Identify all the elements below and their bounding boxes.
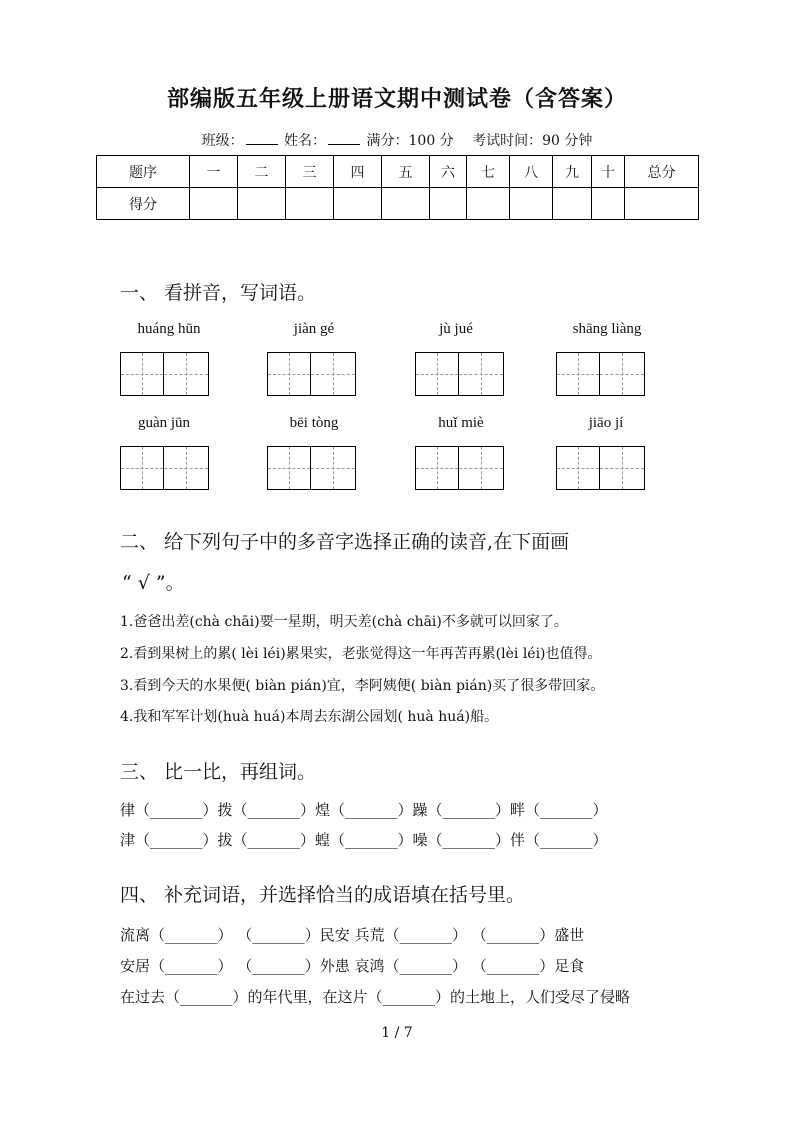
score-cell[interactable] [190, 188, 238, 220]
writing-cell[interactable] [267, 352, 311, 396]
section-2-heading: 二、 给下列句子中的多音字选择正确的读音,在下面画 [120, 531, 570, 553]
section-2-heading-cont: “ √ ”。 [122, 572, 185, 594]
score-cell[interactable] [510, 188, 553, 220]
writing-cell[interactable] [459, 352, 504, 396]
score-header-cell: 八 [510, 156, 553, 188]
score-cell[interactable] [286, 188, 334, 220]
writing-cell[interactable] [556, 446, 600, 490]
writing-box-pair[interactable] [556, 352, 645, 396]
score-header-cell: 三 [286, 156, 334, 188]
score-table-header-row [97, 156, 699, 188]
score-header-cell: 四 [334, 156, 382, 188]
score-cell[interactable] [382, 188, 430, 220]
question-line: 4.我和军军计划(huà huá)本周去东湖公园划( huà huá)船。 [120, 709, 499, 725]
score-cell[interactable] [467, 188, 510, 220]
pinyin-label: guàn jūn [137, 415, 191, 431]
score-cell[interactable] [334, 188, 382, 220]
pinyin-label: huǐ miè [438, 415, 484, 431]
score-header-cell: 一 [190, 156, 238, 188]
writing-cell[interactable] [600, 446, 645, 490]
name-label: 姓名： [284, 133, 327, 149]
score-row-label: 得分 [97, 188, 190, 220]
pinyin-label: jiāo jí [588, 415, 624, 431]
writing-cell[interactable] [120, 352, 164, 396]
page-number: 1 / 7 [381, 1025, 413, 1041]
writing-cell[interactable] [415, 352, 459, 396]
exam-info [0, 130, 794, 150]
class-blank [246, 132, 278, 145]
section-4-heading: 四、 补充词语，并选择恰当的成语填在括号里。 [120, 884, 526, 906]
section-1-heading: 一、 看拼音，写词语。 [120, 282, 317, 304]
score-cell[interactable] [592, 188, 625, 220]
writing-cell[interactable] [164, 446, 209, 490]
pinyin-label: shāng liàng [572, 321, 642, 337]
writing-cell[interactable] [267, 446, 311, 490]
score-header-cell: 六 [430, 156, 467, 188]
score-header-cell: 题序 [97, 156, 190, 188]
writing-box-pair[interactable] [415, 352, 504, 396]
pinyin-label: jiàn gé [293, 321, 335, 337]
writing-box-pair[interactable] [415, 446, 504, 490]
score-cell[interactable] [625, 188, 699, 220]
score-label: 满分：100 分 [366, 133, 454, 149]
time-label: 考试时间：90 分钟 [472, 133, 593, 149]
score-header-cell: 五 [382, 156, 430, 188]
class-label: 班级： [201, 133, 244, 149]
score-header-cell: 九 [553, 156, 592, 188]
writing-box-pair[interactable] [556, 446, 645, 490]
idiom-line: 安居（_______） （_______）外患 哀鸿（_______） （_______）足食 [120, 957, 585, 975]
name-blank [328, 132, 360, 145]
writing-box-pair[interactable] [267, 352, 356, 396]
score-header-cell: 总分 [625, 156, 699, 188]
compare-line: 律（_______）拨（_______）煌（_______）躁（_______）畔（_______） [120, 801, 608, 819]
idiom-line: 在过去（_______）的年代里，在这片（_______）的土地上，人们受尽了侵略 [120, 988, 631, 1006]
writing-cell[interactable] [120, 446, 164, 490]
question-line: 1.爸爸出差(chà chāi)要一星期，明天差(chà chāi)不多就可以回家了。 [120, 614, 568, 630]
writing-cell[interactable] [556, 352, 600, 396]
score-table-score-row [97, 188, 699, 220]
writing-cell[interactable] [600, 352, 645, 396]
section-3-heading: 三、 比一比，再组词。 [120, 761, 317, 783]
pinyin-label: bēi tòng [289, 415, 339, 431]
writing-cell[interactable] [311, 446, 356, 490]
score-header-cell: 七 [467, 156, 510, 188]
score-cell[interactable] [553, 188, 592, 220]
idiom-line: 流离（_______） （_______）民安 兵荒（_______） （_______）盛世 [120, 926, 585, 944]
page-title: 部编版五年级上册语文期中测试卷（含答案） [166, 86, 627, 112]
writing-cell[interactable] [459, 446, 504, 490]
writing-box-pair[interactable] [120, 446, 209, 490]
score-cell[interactable] [238, 188, 286, 220]
question-line: 3.看到今天的水果便( biàn pián)宜，李阿姨便( biàn pián)买了很多带回家。 [120, 678, 605, 694]
score-header-cell: 二 [238, 156, 286, 188]
score-cell[interactable] [430, 188, 467, 220]
writing-cell[interactable] [311, 352, 356, 396]
question-line: 2.看到果树上的累( lèi léi)累果实，老张觉得这一年再苦再累(lèi léi)也值得。 [120, 646, 602, 662]
pinyin-label: huáng hūn [137, 321, 201, 337]
writing-cell[interactable] [164, 352, 209, 396]
writing-box-pair[interactable] [267, 446, 356, 490]
compare-line: 津（_______）拔（_______）蝗（_______）噪（_______）伴（_______） [120, 831, 608, 849]
score-header-cell: 十 [592, 156, 625, 188]
score-table [96, 155, 699, 220]
writing-box-pair[interactable] [120, 352, 209, 396]
pinyin-label: jù jué [439, 321, 473, 337]
writing-cell[interactable] [415, 446, 459, 490]
